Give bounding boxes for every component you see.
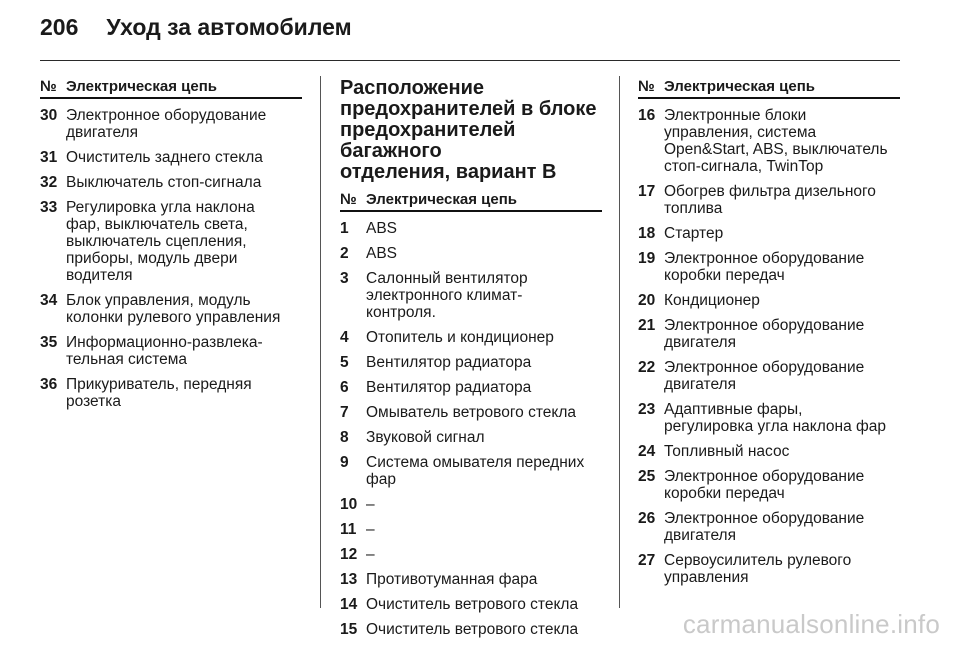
fuse-row — [40, 149, 302, 166]
page-number: 206 — [40, 14, 79, 40]
fuse-number: 25 — [638, 468, 656, 485]
fuse-row — [340, 245, 602, 262]
fuse-row — [638, 359, 900, 393]
fuse-circuit: ABS — [366, 220, 398, 237]
fuse-number: 7 — [340, 404, 349, 421]
fuse-circuit: Кондиционер — [664, 292, 760, 309]
fuse-number: 20 — [638, 292, 656, 309]
fuse-number: 5 — [340, 354, 349, 371]
column-divider-1 — [320, 76, 321, 608]
fuse-row — [340, 404, 602, 421]
fuse-number: 17 — [638, 183, 656, 200]
fuse-row — [638, 552, 900, 586]
header-rule — [40, 60, 900, 61]
fuse-list — [340, 220, 602, 638]
header-number: № — [638, 78, 655, 95]
column-2 — [340, 78, 602, 646]
fuse-number: 34 — [40, 292, 58, 309]
fuse-row — [638, 107, 900, 175]
fuse-circuit: Стартер — [664, 225, 724, 242]
fuse-row — [638, 250, 900, 284]
fuse-circuit: Сервоусилитель рулевого управления — [664, 552, 852, 586]
fuse-list — [40, 107, 302, 410]
fuse-row — [340, 596, 602, 613]
fuse-row — [638, 510, 900, 544]
fuse-row — [340, 354, 602, 371]
fuse-number: 32 — [40, 174, 58, 191]
fuse-number: 18 — [638, 225, 656, 242]
fuse-number: 11 — [340, 521, 357, 538]
header-circuit: Электрическая цепь — [366, 191, 518, 208]
fuse-circuit: Электронное оборудование двигателя — [664, 317, 865, 351]
column-divider-2 — [619, 76, 620, 608]
watermark: carmanualsonline.info — [682, 609, 940, 639]
fuse-number: 4 — [340, 329, 349, 346]
fuse-row — [340, 621, 602, 638]
fuse-circuit: Блок управления, модуль колонки рулевого управления — [66, 292, 281, 326]
fuse-number: 31 — [40, 149, 58, 166]
fuse-row — [638, 443, 900, 460]
fuse-row — [340, 454, 602, 488]
header-number: № — [40, 78, 57, 95]
fuse-number: 36 — [40, 376, 58, 393]
fuse-number: 8 — [340, 429, 349, 446]
fuse-number: 15 — [340, 621, 358, 638]
fuse-row — [340, 220, 602, 237]
fuse-row — [340, 270, 602, 321]
fuse-row — [40, 334, 302, 368]
column-3 — [638, 78, 900, 594]
fuse-circuit: – — [366, 496, 375, 513]
fuse-circuit: Противотуманная фара — [366, 571, 538, 588]
fuse-number: 21 — [638, 317, 656, 334]
fuse-circuit: Система омывателя передних фар — [366, 454, 585, 488]
fuse-number: 13 — [340, 571, 358, 588]
table-header — [340, 191, 602, 212]
fuse-number: 1 — [340, 220, 349, 237]
header-circuit: Электрическая цепь — [66, 78, 218, 95]
fuse-circuit: Салонный вентилятор электронного климат- контроля. — [366, 270, 528, 321]
fuse-row — [638, 183, 900, 217]
fuse-row — [340, 571, 602, 588]
fuse-circuit: Очиститель заднего стекла — [66, 149, 263, 166]
fuse-row — [340, 546, 602, 563]
fuse-number: 24 — [638, 443, 656, 460]
fuse-list — [638, 107, 900, 586]
fuse-number: 35 — [40, 334, 58, 351]
fuse-circuit: – — [366, 521, 375, 538]
fuse-circuit: ABS — [366, 245, 398, 262]
fuse-circuit: Прикуриватель, передняя розетка — [66, 376, 252, 410]
fuse-row — [638, 468, 900, 502]
fuse-number: 23 — [638, 401, 656, 418]
fuse-row — [638, 225, 900, 242]
fuse-number: 27 — [638, 552, 656, 569]
fuse-circuit: Электронные блоки управления, система Open&Start, ABS, выключатель стоп-сигнала, TwinTop — [664, 107, 888, 175]
fuse-circuit: Электронное оборудование двигателя — [664, 510, 865, 544]
header-circuit: Электрическая цепь — [664, 78, 816, 95]
fuse-row — [40, 174, 302, 191]
fuse-row — [40, 376, 302, 410]
fuse-circuit: Регулировка угла наклона фар, выключатель света, выключатель сцепления, приборы, модуль двери водителя — [66, 199, 255, 284]
fuse-row — [638, 292, 900, 309]
fuse-row — [340, 429, 602, 446]
fuse-circuit: – — [366, 546, 375, 563]
fuse-circuit: Очиститель ветрового стекла — [366, 621, 579, 638]
fuse-row — [638, 317, 900, 351]
fuse-number: 22 — [638, 359, 656, 376]
page-header — [40, 14, 352, 50]
fuse-number: 33 — [40, 199, 58, 216]
fuse-circuit: Топливный насос — [664, 443, 790, 460]
fuse-number: 16 — [638, 107, 656, 124]
fuse-circuit: Информационно-развлека- тельная система — [66, 334, 263, 368]
fuse-circuit: Обогрев фильтра дизельного топлива — [664, 183, 876, 217]
fuse-circuit: Отопитель и кондиционер — [366, 329, 554, 346]
fuse-row — [340, 521, 602, 538]
header-number: № — [340, 191, 357, 208]
column-1 — [40, 78, 302, 418]
fuse-circuit: Выключатель стоп-сигнала — [66, 174, 262, 191]
fuse-row — [340, 496, 602, 513]
section-title: Расположение предохранителей в блоке предохранителей багажного отделения, вариант В — [340, 77, 597, 183]
fuse-number: 6 — [340, 379, 349, 396]
fuse-row — [40, 107, 302, 141]
fuse-circuit: Электронное оборудование двигателя — [664, 359, 865, 393]
fuse-circuit: Звуковой сигнал — [366, 429, 485, 446]
fuse-number: 12 — [340, 546, 358, 563]
fuse-circuit: Вентилятор радиатора — [366, 379, 532, 396]
fuse-number: 19 — [638, 250, 656, 267]
fuse-row — [40, 292, 302, 326]
fuse-row — [638, 401, 900, 435]
fuse-circuit: Вентилятор радиатора — [366, 354, 532, 371]
fuse-circuit: Адаптивные фары, регулировка угла наклона фар — [664, 401, 887, 435]
fuse-circuit: Электронное оборудование двигателя — [66, 107, 267, 141]
fuse-number: 26 — [638, 510, 656, 527]
fuse-circuit: Омыватель ветрового стекла — [366, 404, 576, 421]
fuse-row — [40, 199, 302, 284]
fuse-number: 2 — [340, 245, 349, 262]
page-title: Уход за автомобилем — [106, 14, 352, 40]
fuse-number: 9 — [340, 454, 349, 471]
fuse-row — [340, 329, 602, 346]
fuse-number: 3 — [340, 270, 349, 287]
fuse-row — [340, 379, 602, 396]
table-header — [638, 78, 900, 99]
fuse-circuit: Электронное оборудование коробки передач — [664, 468, 865, 502]
fuse-number: 10 — [340, 496, 358, 513]
fuse-circuit: Очиститель ветрового стекла — [366, 596, 579, 613]
table-header — [40, 78, 302, 99]
fuse-number: 30 — [40, 107, 58, 124]
fuse-circuit: Электронное оборудование коробки передач — [664, 250, 865, 284]
fuse-number: 14 — [340, 596, 358, 613]
